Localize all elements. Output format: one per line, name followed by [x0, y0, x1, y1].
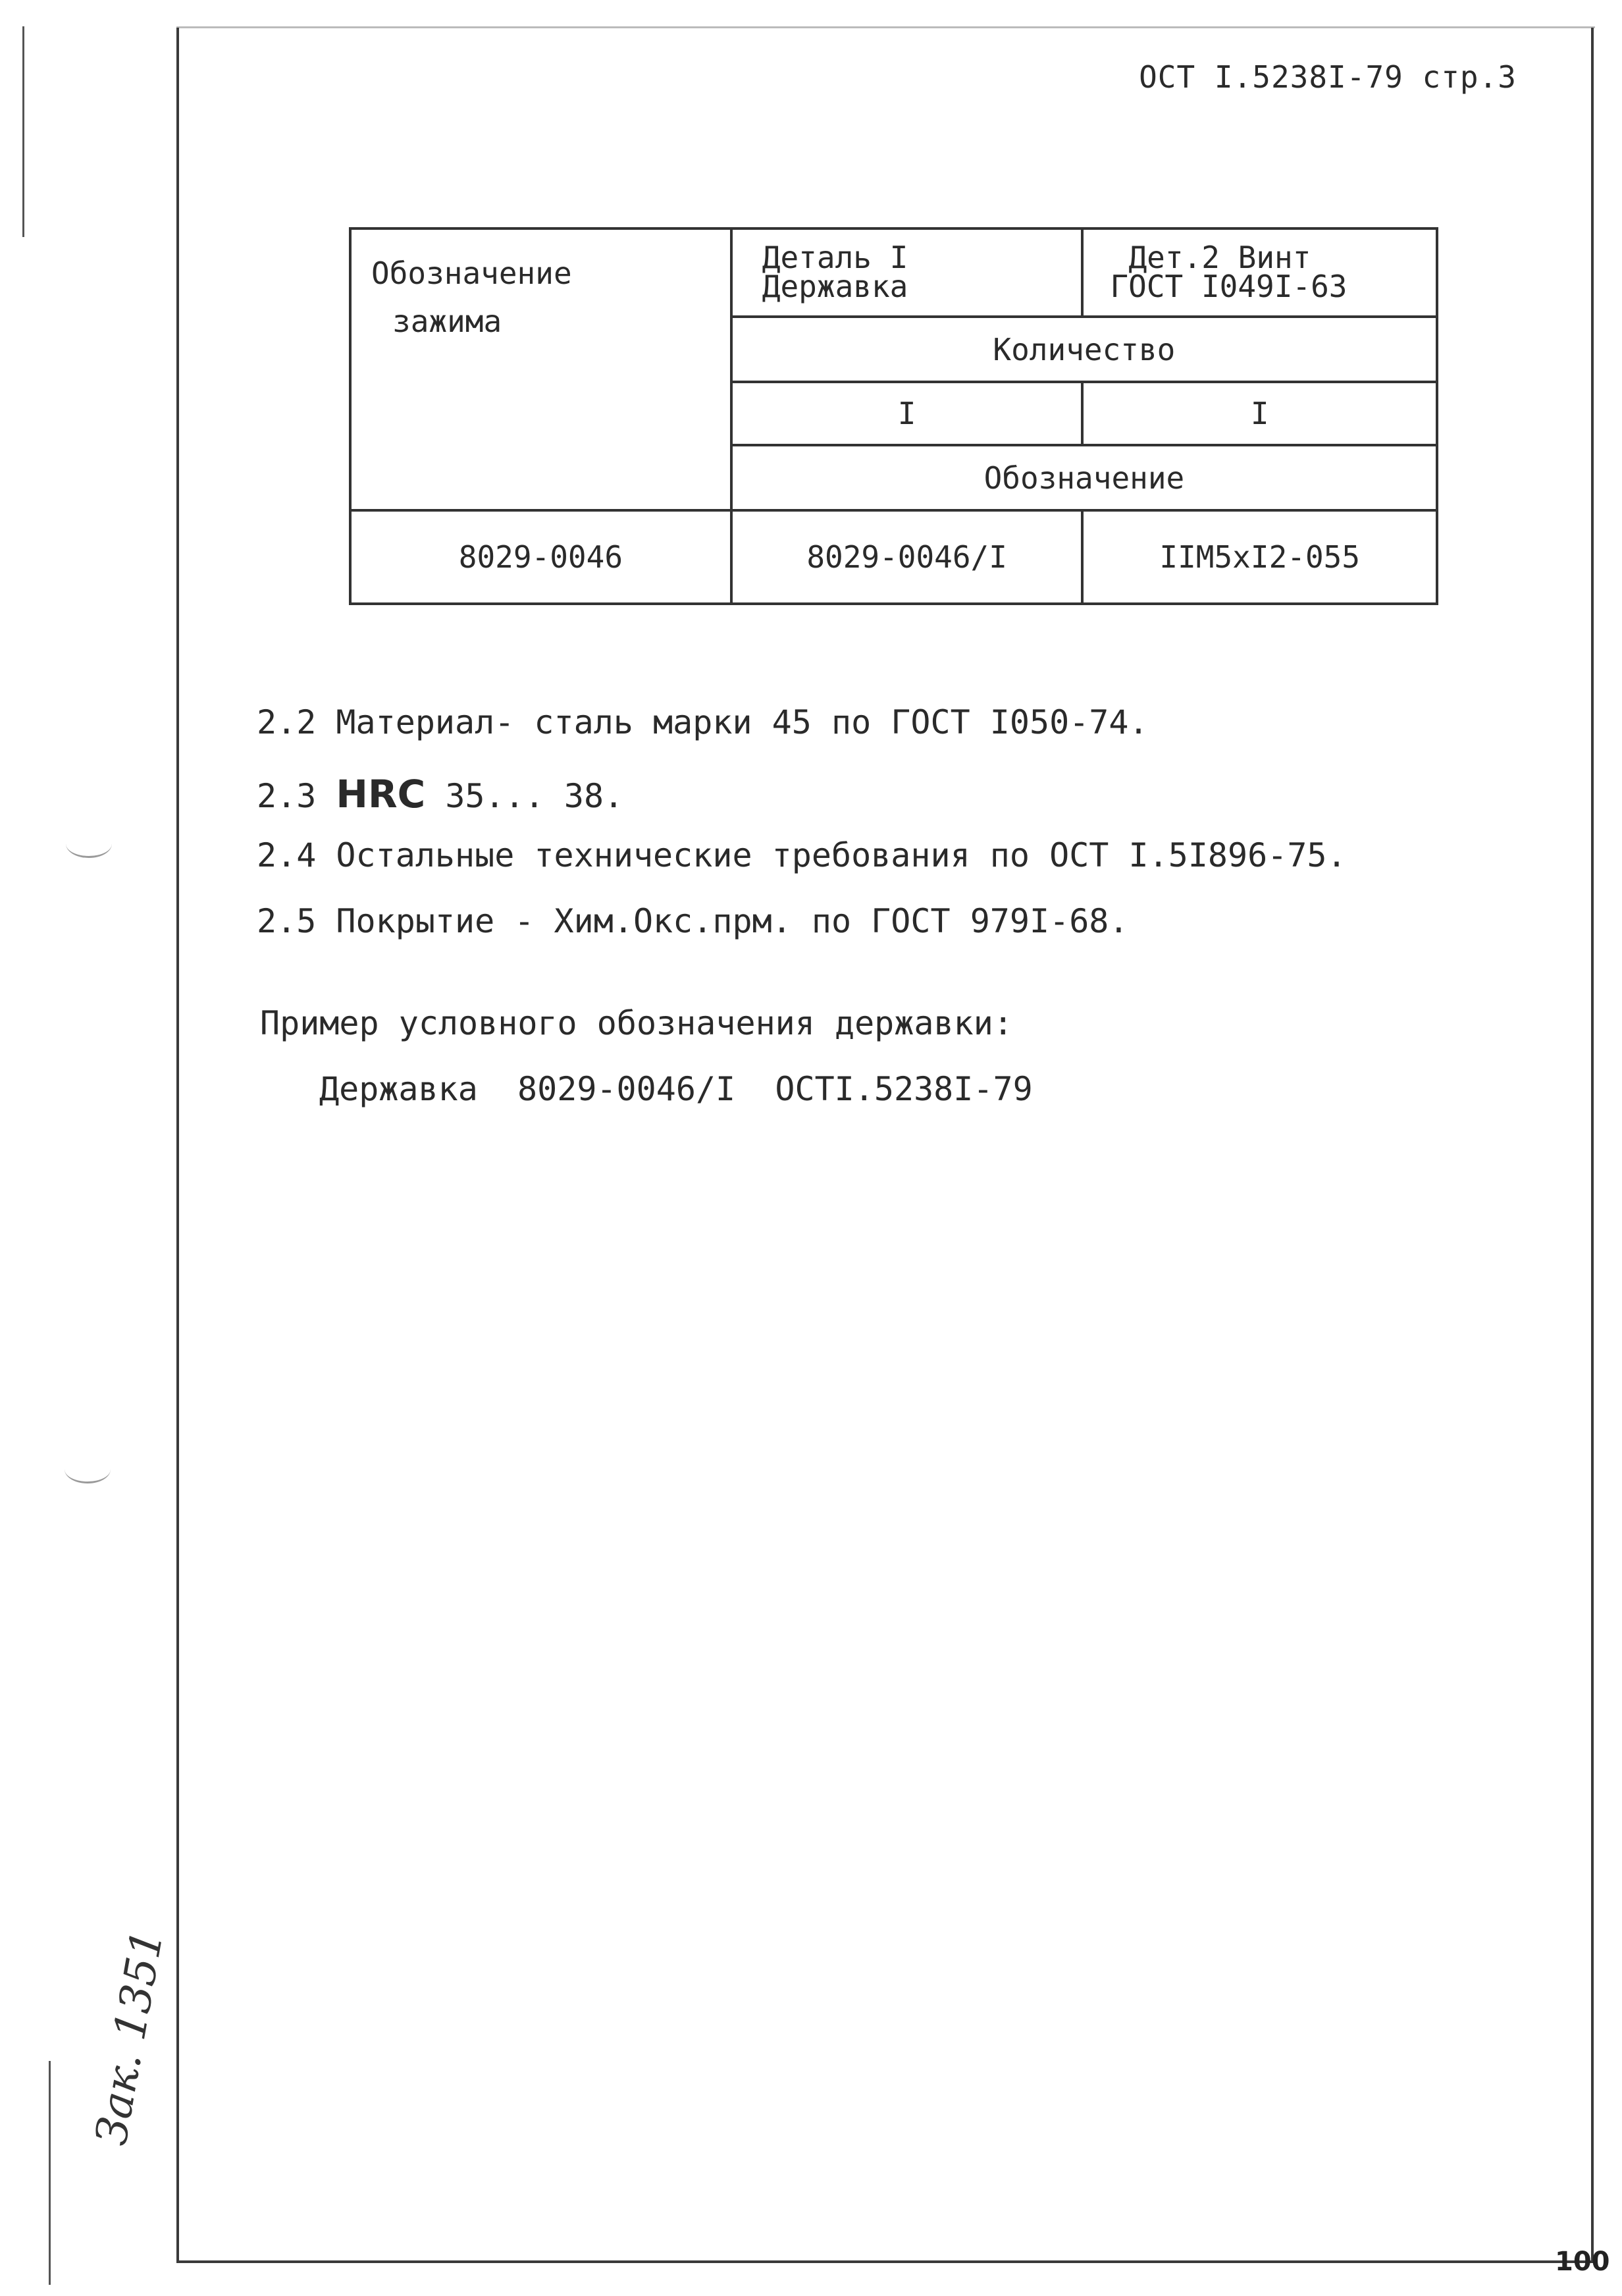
example-value: Державка 8029-0046/I ОСТI.5238I-79: [319, 1070, 1033, 1108]
margin-line: [22, 26, 24, 237]
hrc-label: HRC: [336, 772, 426, 816]
spec-table: [349, 227, 1438, 605]
table-cell: 8029-0046/I: [731, 510, 1083, 604]
table-cell: 8029-0046: [350, 510, 731, 604]
quantity-value: I: [731, 382, 1083, 445]
quantity-label: Количество: [731, 317, 1437, 382]
item-2-2: 2.2 Материал- сталь марки 45 по ГОСТ I050-74.: [257, 703, 1149, 741]
item-2-5: 2.5 Покрытие - Хим.Окс.прм. по ГОСТ 979I-68.: [257, 902, 1129, 940]
item-2-4: 2.4 Остальные технические требования по ОСТ I.5I896-75.: [257, 836, 1347, 874]
punch-mark: [65, 1455, 111, 1483]
punch-mark: [66, 830, 112, 858]
item-2-3: 2.3 HRC 35... 38.: [257, 772, 624, 816]
margin-line-lower: [49, 2061, 51, 2285]
table-cell: IIM5xI2-055: [1082, 510, 1437, 604]
handwritten-signature: Зак. 1351: [86, 1926, 174, 2149]
page-number: 100: [1555, 2247, 1610, 2277]
col1-header: Обозначение зажима: [350, 228, 731, 510]
col3-header: Дет.2 Винт ГОСТ I049I-63: [1082, 228, 1437, 317]
designation-label: Обозначение: [731, 445, 1437, 510]
quantity-value: I: [1082, 382, 1437, 445]
col2-header: Деталь I Державка: [731, 228, 1083, 317]
example-title: Пример условного обозначения державки:: [260, 1004, 1013, 1042]
document-header: ОСТ I.5238I-79 стр.3: [1139, 59, 1517, 95]
